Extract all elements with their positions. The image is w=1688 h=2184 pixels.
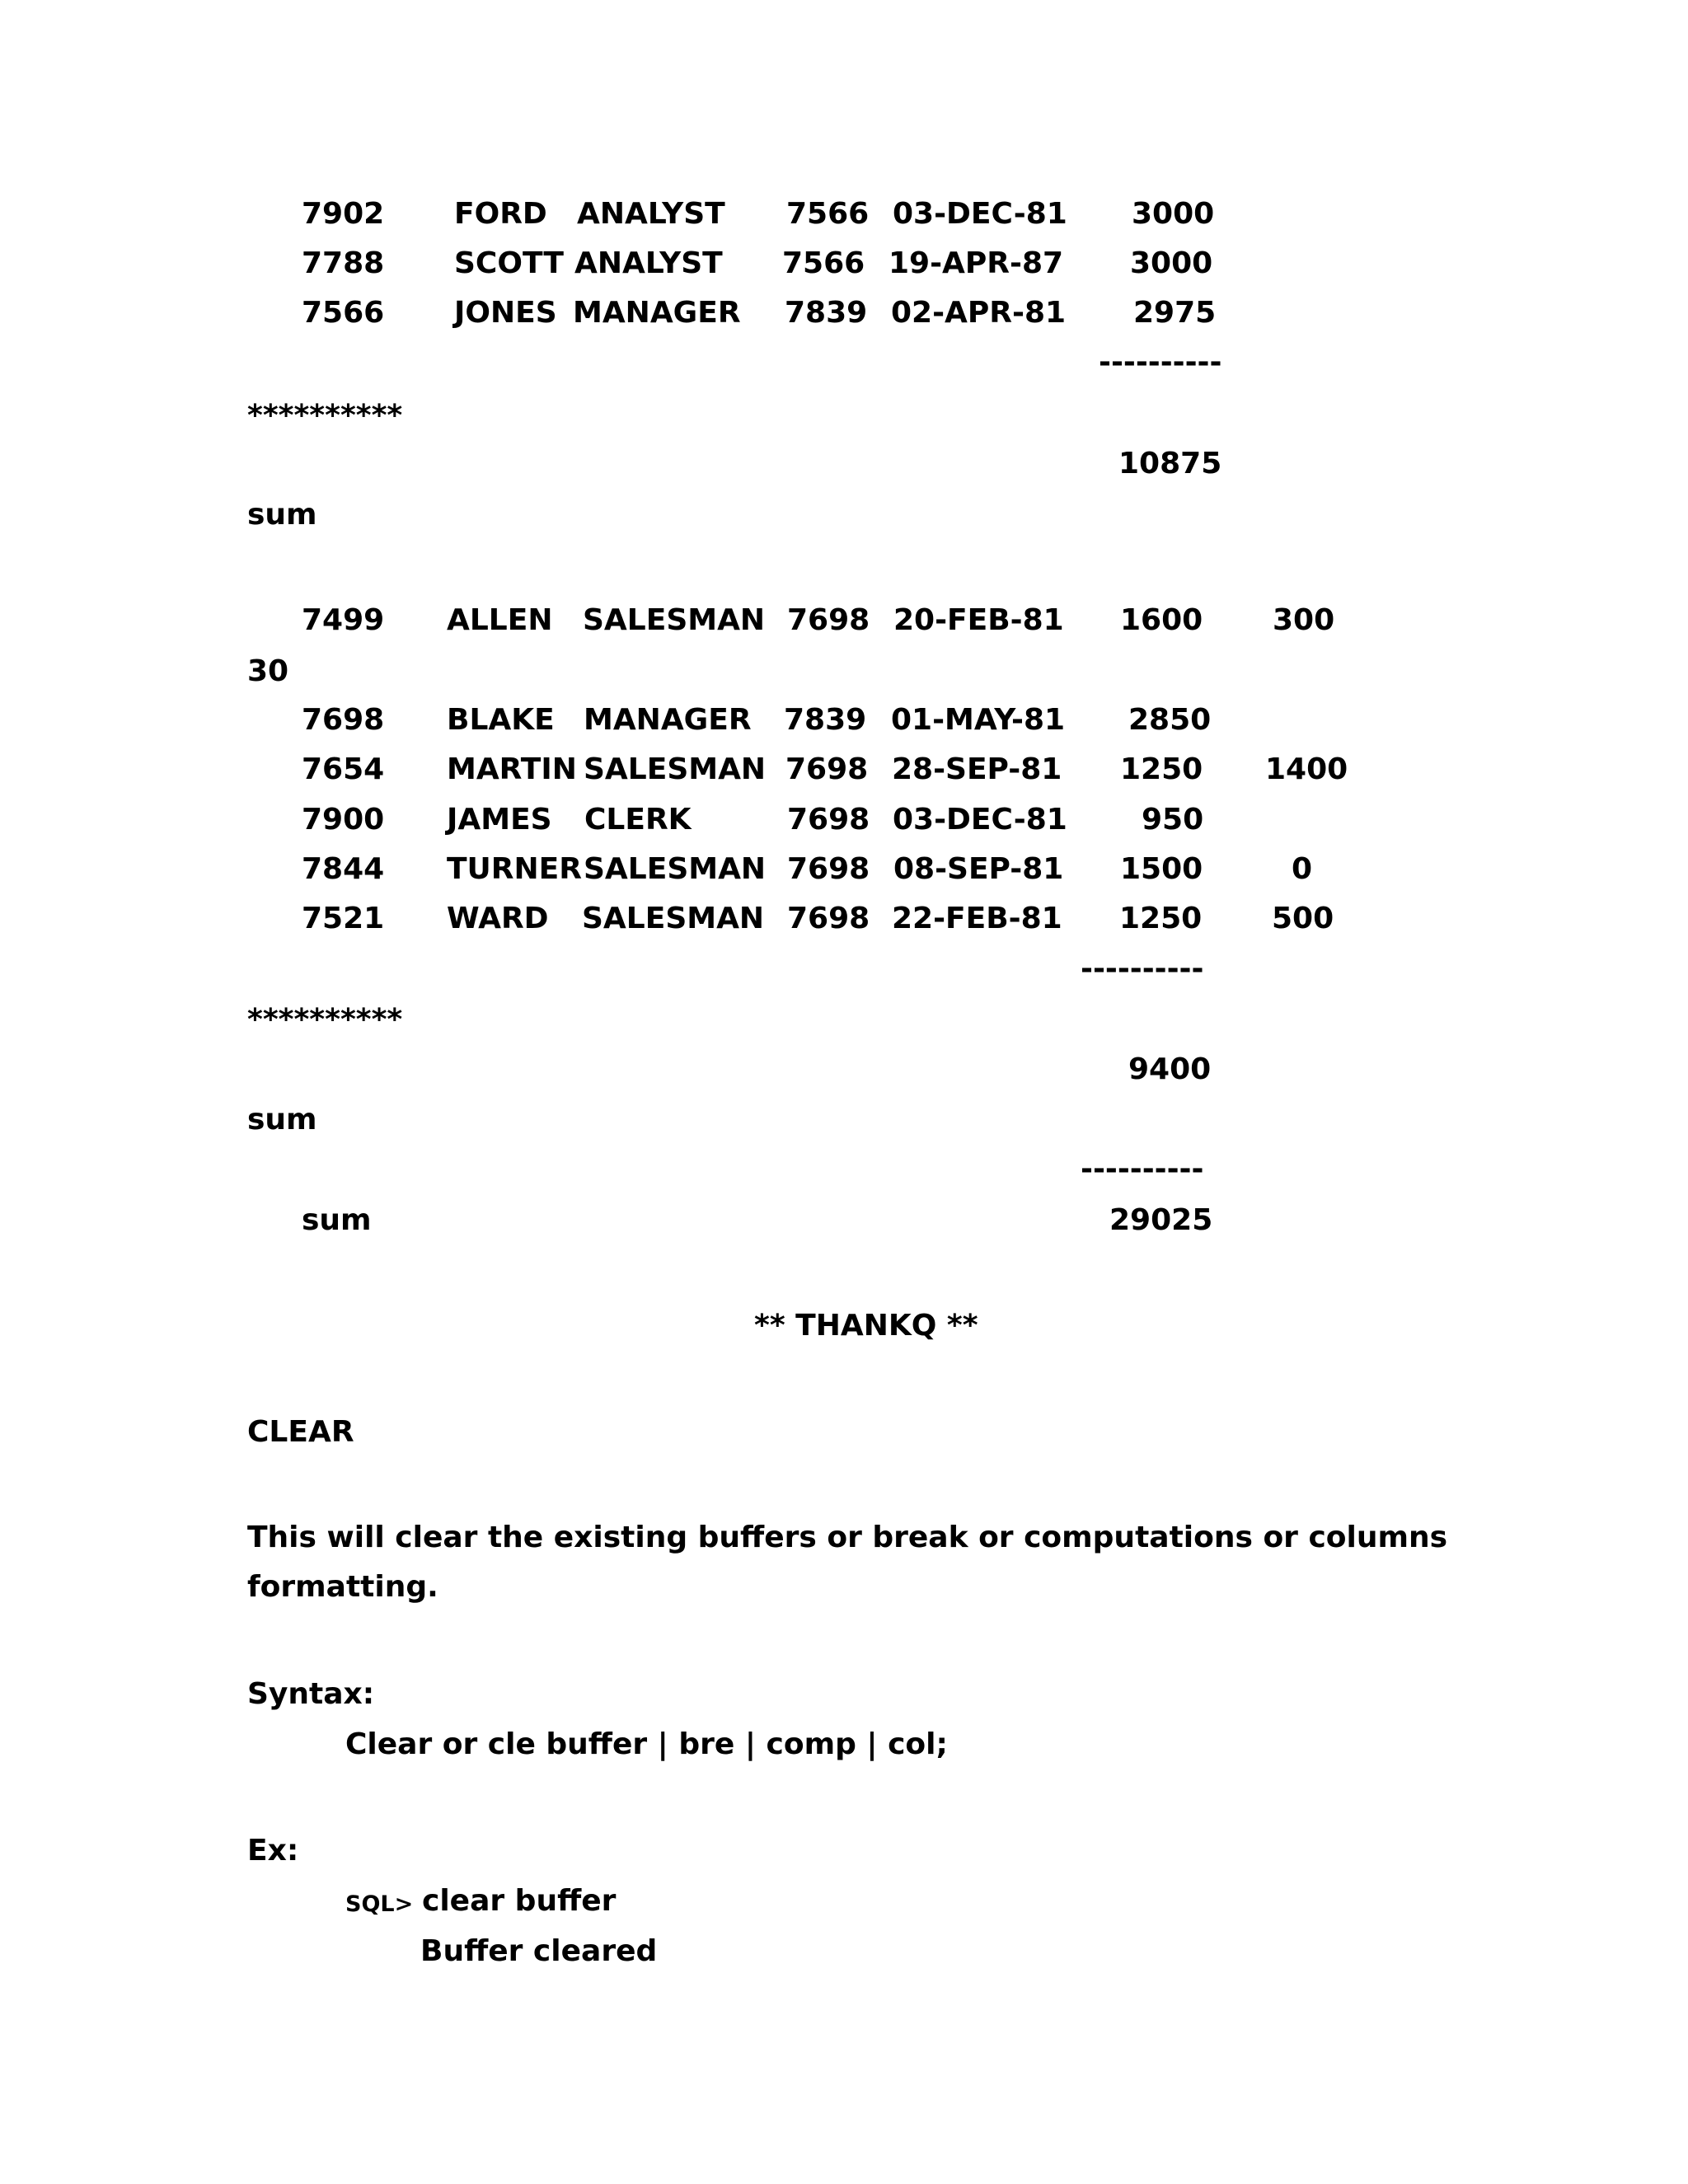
syntax-text: Clear or cle buffer | bre | comp | col;	[345, 1727, 948, 1761]
ename-cell: JAMES	[447, 803, 552, 837]
sum-label: sum	[247, 1103, 317, 1137]
empno-cell: 7566	[302, 296, 385, 330]
sal-cell: 3000	[1130, 246, 1213, 280]
ename-cell: BLAKE	[447, 703, 555, 737]
section-heading: CLEAR	[247, 1415, 354, 1449]
empno-cell: 7654	[302, 752, 385, 786]
sal-cell: 2850	[1128, 703, 1212, 737]
sal-cell: 1500	[1120, 852, 1203, 886]
ename-cell: TURNER	[447, 852, 582, 886]
break-marker: **********	[247, 1003, 403, 1037]
empno-cell: 7902	[302, 197, 385, 231]
mgr-cell: 7698	[787, 902, 870, 935]
empno-cell: 7499	[302, 603, 385, 637]
hiredate-cell: 03-DEC-81	[893, 803, 1067, 837]
mgr-cell: 7839	[785, 296, 868, 330]
mgr-cell: 7839	[784, 703, 867, 737]
break-marker: **********	[247, 399, 403, 433]
mgr-cell: 7566	[782, 246, 865, 280]
job-cell: SALESMAN	[582, 902, 765, 935]
hiredate-cell: 28-SEP-81	[892, 752, 1062, 786]
subtotal-separator: ----------	[1099, 345, 1222, 379]
job-cell: SALESMAN	[584, 852, 767, 886]
subtotal-separator: ----------	[1081, 952, 1204, 986]
dept-number: 30	[247, 654, 289, 688]
empno-cell: 7788	[302, 246, 385, 280]
sal-cell: 3000	[1132, 197, 1215, 231]
job-cell: SALESMAN	[584, 752, 767, 786]
sql-prompt: SQL>	[345, 1891, 414, 1917]
syntax-label: Syntax:	[247, 1677, 375, 1711]
grand-total-separator: ----------	[1081, 1152, 1204, 1186]
grand-sum-label: sum	[302, 1203, 372, 1237]
ename-cell: FORD	[454, 197, 547, 231]
mgr-cell: 7698	[785, 752, 869, 786]
hiredate-cell: 22-FEB-81	[892, 902, 1062, 935]
subtotal-value: 10875	[1118, 447, 1222, 480]
comm-cell: 500	[1272, 902, 1334, 935]
ename-cell: WARD	[447, 902, 549, 935]
sal-cell: 2975	[1133, 296, 1217, 330]
job-cell: SALESMAN	[583, 603, 766, 637]
hiredate-cell: 02-APR-81	[891, 296, 1067, 330]
ename-cell: ALLEN	[447, 603, 553, 637]
sal-cell: 1600	[1120, 603, 1203, 637]
job-cell: CLERK	[584, 803, 692, 837]
sql-command: clear buffer	[422, 1884, 617, 1918]
hiredate-cell: 20-FEB-81	[893, 603, 1064, 637]
sum-label: sum	[247, 498, 317, 532]
job-cell: ANALYST	[577, 197, 725, 231]
hiredate-cell: 08-SEP-81	[893, 852, 1064, 886]
ename-cell: JONES	[454, 296, 557, 330]
description-line: formatting.	[247, 1570, 438, 1604]
comm-cell: 1400	[1265, 752, 1348, 786]
job-cell: MANAGER	[584, 703, 752, 737]
mgr-cell: 7698	[787, 803, 870, 837]
empno-cell: 7900	[302, 803, 385, 837]
mgr-cell: 7698	[787, 852, 870, 886]
comm-cell: 300	[1273, 603, 1335, 637]
grand-total-value: 29025	[1109, 1203, 1213, 1237]
empno-cell: 7844	[302, 852, 385, 886]
ename-cell: SCOTT	[454, 246, 564, 280]
description-line: This will clear the existing buffers or break or computations or columns	[247, 1521, 1448, 1554]
example-label: Ex:	[247, 1834, 299, 1868]
comm-cell: 0	[1292, 852, 1313, 886]
sal-cell: 950	[1142, 803, 1204, 837]
sql-result: Buffer cleared	[420, 1934, 658, 1968]
mgr-cell: 7566	[786, 197, 870, 231]
report-footer-banner: ** THANKQ **	[754, 1309, 978, 1343]
sal-cell: 1250	[1120, 752, 1203, 786]
hiredate-cell: 03-DEC-81	[893, 197, 1067, 231]
sal-cell: 1250	[1119, 902, 1203, 935]
job-cell: MANAGER	[573, 296, 741, 330]
empno-cell: 7698	[302, 703, 385, 737]
job-cell: ANALYST	[574, 246, 723, 280]
empno-cell: 7521	[302, 902, 385, 935]
ename-cell: MARTIN	[447, 752, 577, 786]
mgr-cell: 7698	[787, 603, 870, 637]
hiredate-cell: 19-APR-87	[889, 246, 1064, 280]
hiredate-cell: 01-MAY-81	[891, 703, 1066, 737]
subtotal-value: 9400	[1128, 1052, 1212, 1086]
